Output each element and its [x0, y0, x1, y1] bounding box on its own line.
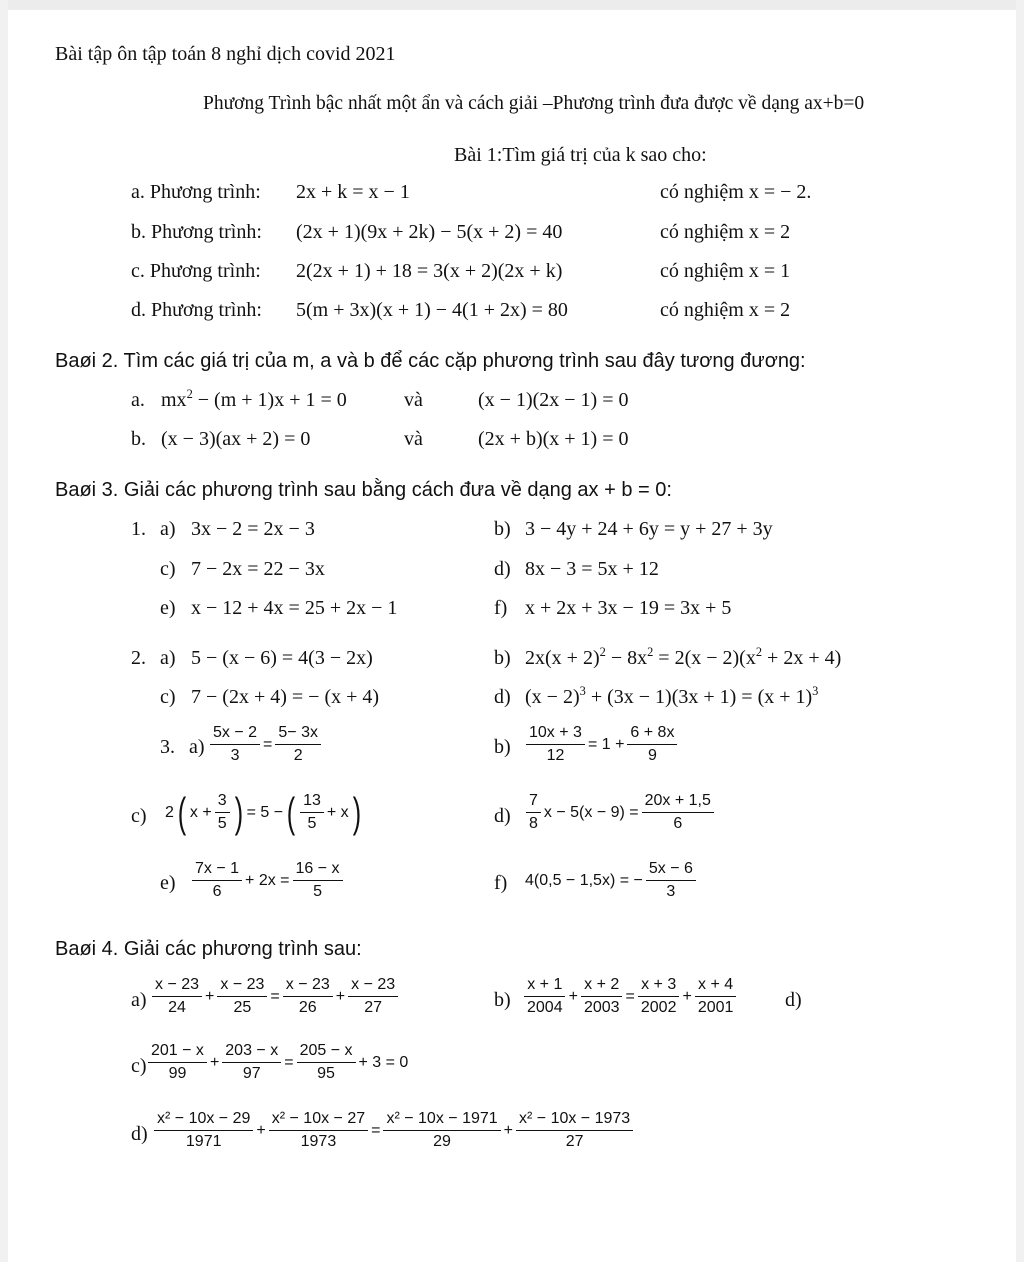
bai3-p3-f-equation: 4(0,5 − 1,5x) = − $\frac{5x - 6}{3}$ — [524, 860, 698, 902]
bai3-p2-c: 7 − (2x + 4) = − (x + 4) — [191, 686, 380, 708]
bai3-p3-c-label: c) — [131, 805, 147, 827]
bai1-c-label: c. Phương trình: — [131, 260, 261, 282]
scan-shadow-left — [0, 0, 8, 1262]
bai3-p3-c-equation: 2( x + $\frac{3}{5}$ ) = 5 −( $\frac{13}{5}$ + x) — [165, 789, 361, 837]
fraction: $\frac{x + 4}{2001}$ — [695, 976, 737, 1018]
bai2-a-label: a. — [131, 389, 145, 411]
bai3-p1-d-label: d) — [494, 558, 511, 580]
bai4-heading: Baøi 4. Giải các phương trình sau: — [55, 938, 362, 960]
bai3-p3-e-label: e) — [160, 872, 176, 894]
bai2-b-label: b. — [131, 428, 146, 450]
bai1-d-equation: 5(m + 3x)(x + 1) − 4(1 + 2x) = 80 — [296, 299, 568, 321]
bai3-p3-d-label: d) — [494, 805, 511, 827]
bai3-p3-d-equation: $\frac{7}{8}$ x − 5(x − 9) = $\frac{20x + 1,5}{6}$ — [524, 792, 716, 834]
bai2-b-eq1: (x − 3)(ax + 2) = 0 — [161, 428, 311, 450]
doc-title: Bài tập ôn tập toán 8 nghỉ dịch covid 2021 — [55, 43, 396, 65]
bai3-p3-a-equation: $\frac{5x - 2}{3}$ = $\frac{5- 3x}{2}$ — [208, 724, 323, 766]
bai3-p3-e-equation: $\frac{7x - 1}{6}$ + 2x = $\frac{16 - x}{5}$ — [190, 860, 345, 902]
bai3-p1-number: 1. — [131, 518, 146, 540]
bai3-p3-f-label: f) — [494, 872, 508, 894]
fraction: $\frac{20x + 1,5}{6}$ — [642, 792, 714, 834]
bai4-a-equation: $\frac{x - 23}{24}$ + $\frac{x - 23}{25}$ = $\frac{x - 23}{26}$ + $\frac{x - 23}{27}$ — [150, 976, 400, 1018]
fraction: $\frac{201 - x}{99}$ — [148, 1042, 207, 1084]
bai3-p2-c-label: c) — [160, 686, 176, 708]
fraction: $\frac{x - 23}{24}$ — [152, 976, 202, 1018]
bai4-b-trailing-label: d) — [785, 989, 802, 1011]
bai3-p3-b-equation: $\frac{10x + 3}{12}$ = 1 + $\frac{6 + 8x}{9}$ — [524, 724, 679, 766]
fraction: $\frac{16 - x}{5}$ — [293, 860, 343, 902]
bai2-b-eq2: (2x + b)(x + 1) = 0 — [478, 428, 629, 450]
bai4-c-equation: $\frac{201 - x}{99}$ + $\frac{203 - x}{97}$ = $\frac{205 - x}{95}$ + 3 = 0 — [146, 1042, 409, 1084]
bai2-a-eq1: $mx^2 - (m + 1)x + 1 = 0$ — [161, 386, 347, 411]
bai1-a-condition: có nghiệm x = − 2. — [660, 181, 812, 203]
bai3-p1-e-label: e) — [160, 597, 176, 619]
fraction: $\frac{x + 2}{2003}$ — [581, 976, 623, 1018]
bai3-p1-f-label: f) — [494, 597, 508, 619]
fraction: $\frac{\text{x² − 10x − 29}}{1971}$ — [154, 1110, 253, 1152]
bai4-a-label: a) — [131, 989, 147, 1011]
bai3-p1-b-label: b) — [494, 518, 511, 540]
bai4-b-label: b) — [494, 989, 511, 1011]
bai1-a-equation: 2x + k = x − 1 — [296, 181, 410, 203]
fraction: $\frac{5x - 6}{3}$ — [646, 860, 696, 902]
fraction: $\frac{x - 23}{26}$ — [283, 976, 333, 1018]
fraction: $\frac{7}{8}$ — [526, 792, 541, 834]
bai2-a-eq2: (x − 1)(2x − 1) = 0 — [478, 389, 629, 411]
fraction: $\frac{x + 3}{2002}$ — [638, 976, 680, 1018]
bai3-p3-number: 3. — [160, 736, 175, 758]
bai1-b-label: b. Phương trình: — [131, 221, 262, 243]
bai1-b-equation: (2x + 1)(9x + 2k) − 5(x + 2) = 40 — [296, 221, 563, 243]
bai3-p1-c: 7 − 2x = 22 − 3x — [191, 558, 325, 580]
fraction: $\frac{10x + 3}{12}$ — [526, 724, 585, 766]
fraction: $\frac{x + 1}{2004}$ — [524, 976, 566, 1018]
bai2-a-and: và — [404, 389, 423, 411]
fraction: $\frac{x - 23}{25}$ — [217, 976, 267, 1018]
bai4-d-equation: $\frac{\text{x² − 10x − 29}}{1971}$ + $\frac{\text{x² − 10x − 27}}{1973}$ = $\frac{\text{x² − 10x − 1971}}{29}$ + $\frac{\text{x² − 10x − 1973}}{27}$ — [152, 1110, 635, 1152]
bai4-b-equation: $\frac{x + 1}{2004}$ + $\frac{x + 2}{2003}$ = $\frac{x + 3}{2002}$ + $\frac{x + 4}{2001}$ — [522, 976, 738, 1018]
fraction: $\frac{203 - x}{97}$ — [222, 1042, 281, 1084]
bai3-p2-b: $2x(x + 2)^2 - 8x^2 = 2(x - 2)(x^2 + 2x + 4)$ — [525, 644, 842, 669]
bai3-p1-a: 3x − 2 = 2x − 3 — [191, 518, 315, 540]
bai4-c-label: c) — [131, 1055, 147, 1077]
bai3-p2-a: 5 − (x − 6) = 4(3 − 2x) — [191, 647, 373, 669]
bai3-p3-b-label: b) — [494, 736, 511, 758]
bai3-p3-a-label: a) — [189, 736, 205, 758]
fraction: $\frac{6 + 8x}{9}$ — [627, 724, 677, 766]
fraction: $\frac{\text{x² − 10x − 1973}}{27}$ — [516, 1110, 633, 1152]
bai1-heading: Bài 1:Tìm giá trị của k sao cho: — [454, 144, 707, 166]
fraction: $\frac{\text{x² − 10x − 27}}{1973}$ — [269, 1110, 368, 1152]
fraction: $\frac{3}{5}$ — [215, 792, 230, 834]
bai3-p2-number: 2. — [131, 647, 146, 669]
scan-shadow-top — [0, 0, 1024, 10]
fraction: $\frac{5- 3x}{2}$ — [275, 724, 321, 766]
fraction: $\frac{5x - 2}{3}$ — [210, 724, 260, 766]
bai3-p1-e: x − 12 + 4x = 25 + 2x − 1 — [191, 597, 398, 619]
bai3-p2-d-label: d) — [494, 686, 511, 708]
scan-shadow-right — [1016, 0, 1024, 1262]
bai1-a-label: a. Phương trình: — [131, 181, 261, 203]
fraction: $\frac{\text{x² − 10x − 1971}}{29}$ — [383, 1110, 500, 1152]
fraction: $\frac{7x - 1}{6}$ — [192, 860, 242, 902]
bai1-c-condition: có nghiệm x = 1 — [660, 260, 791, 282]
bai4-d-label: d) — [131, 1123, 148, 1145]
bai2-b-and: và — [404, 428, 423, 450]
fraction: $\frac{13}{5}$ — [300, 792, 324, 834]
bai3-p1-d: 8x − 3 = 5x + 12 — [525, 558, 659, 580]
bai3-p1-c-label: c) — [160, 558, 176, 580]
bai3-p2-a-label: a) — [160, 647, 176, 669]
bai1-b-condition: có nghiệm x = 2 — [660, 221, 791, 243]
doc-subtitle: Phương Trình bậc nhất một ẩn và cách giải –Phương trình đưa được về dạng ax+b=0 — [203, 93, 865, 114]
fraction: $\frac{205 - x}{95}$ — [297, 1042, 356, 1084]
bai1-d-label: d. Phương trình: — [131, 299, 262, 321]
bai1-c-equation: 2(2x + 1) + 18 = 3(x + 2)(2x + k) — [296, 260, 563, 282]
bai3-p1-f: x + 2x + 3x − 19 = 3x + 5 — [525, 597, 732, 619]
bai3-heading: Baøi 3. Giải các phương trình sau bằng cách đưa về dạng ax + b = 0: — [55, 479, 672, 501]
bai1-d-condition: có nghiệm x = 2 — [660, 299, 791, 321]
bai2-heading: Baøi 2. Tìm các giá trị của m, a và b để các cặp phương trình sau đây tương đương: — [55, 350, 806, 372]
bai3-p2-d: $(x - 2)^3 + (3x - 1)(3x + 1) = (x + 1)^3$ — [525, 683, 819, 708]
bai3-p2-b-label: b) — [494, 647, 511, 669]
fraction: $\frac{x - 23}{27}$ — [348, 976, 398, 1018]
bai3-p1-b: 3 − 4y + 24 + 6y = y + 27 + 3y — [525, 518, 773, 540]
bai3-p1-a-label: a) — [160, 518, 176, 540]
